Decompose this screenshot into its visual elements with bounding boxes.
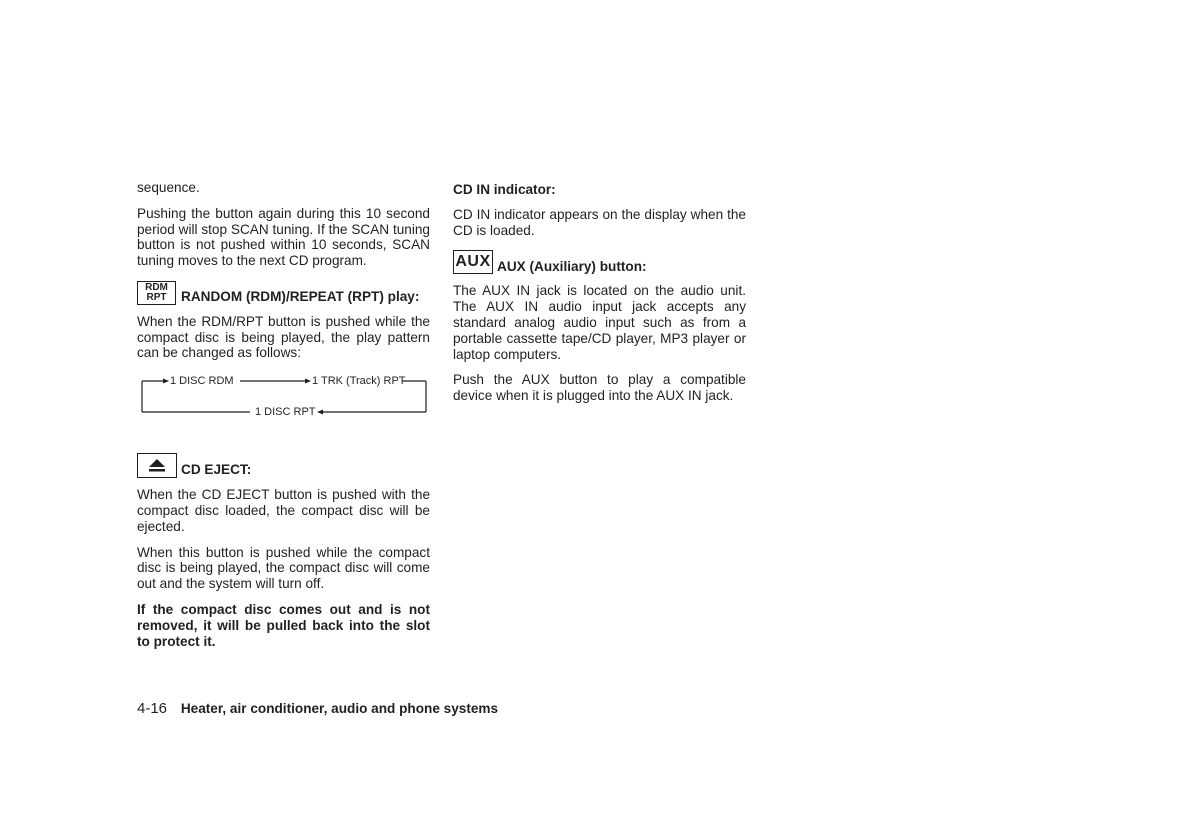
rdm-paragraph: When the RDM/RPT button is pushed while the compact disc is being played, the play pattern can be changed as follows: (137, 313, 430, 361)
rdm-rpt-button-icon (137, 281, 176, 305)
aux-heading-row (453, 250, 746, 274)
sequence-text: sequence. (137, 180, 200, 195)
eject-warning: If the compact disc comes out and is not removed, it will be pulled back into the slot to protect it. (137, 601, 430, 649)
aux-heading: AUX (Auxiliary) button: (497, 258, 647, 274)
cd-in-heading: CD IN indicator: (453, 182, 556, 197)
page-footer (137, 700, 498, 717)
aux-paragraph-2: Push the AUX button to play a compatible device when it is plugged into the AUX IN jack. (453, 372, 746, 404)
aux-button-icon: AUX (453, 250, 493, 274)
page-number: 4-16 (137, 700, 168, 717)
right-column (453, 182, 746, 404)
scan-paragraph: Pushing the button again during this 10 second period will stop SCAN tuning. If the SCAN tuning button is not pushed within 10 seconds, SCAN tuning moves to the next CD program. (137, 205, 430, 269)
rdm-heading: RANDOM (RDM)/REPEAT (RPT) play: (181, 288, 420, 304)
trk-rpt-label: 1 TRK (Track) RPT (312, 375, 406, 388)
eject-heading-row (137, 453, 430, 478)
play-pattern-diagram (137, 376, 430, 418)
eject-heading: CD EJECT: (181, 462, 252, 478)
left-column (137, 180, 430, 649)
disc-rdm-label: 1 DISC RDM (170, 375, 234, 388)
eject-paragraph-2: When this button is pushed while the compact disc is being played, the compact disc will come out and the system will turn off. (137, 544, 430, 592)
eject-paragraph-1: When the CD EJECT button is pushed with the compact disc loaded, the compact disc will be ejected. (137, 487, 430, 534)
rdm-icon-line1: RDM (145, 281, 168, 293)
eject-icon (137, 453, 177, 478)
cd-in-paragraph: CD IN indicator appears on the display when the CD is loaded. (453, 206, 746, 238)
rpt-icon-line2: RPT (146, 292, 167, 304)
section-title: Heater, air conditioner, audio and phone systems (180, 701, 499, 716)
aux-paragraph-1: The AUX IN jack is located on the audio unit. The AUX IN audio input jack accepts any standard analog audio input such as from a portable cassette tape/CD player, MP3 player or laptop computers. (453, 283, 746, 362)
disc-rpt-label: 1 DISC RPT (255, 406, 316, 419)
